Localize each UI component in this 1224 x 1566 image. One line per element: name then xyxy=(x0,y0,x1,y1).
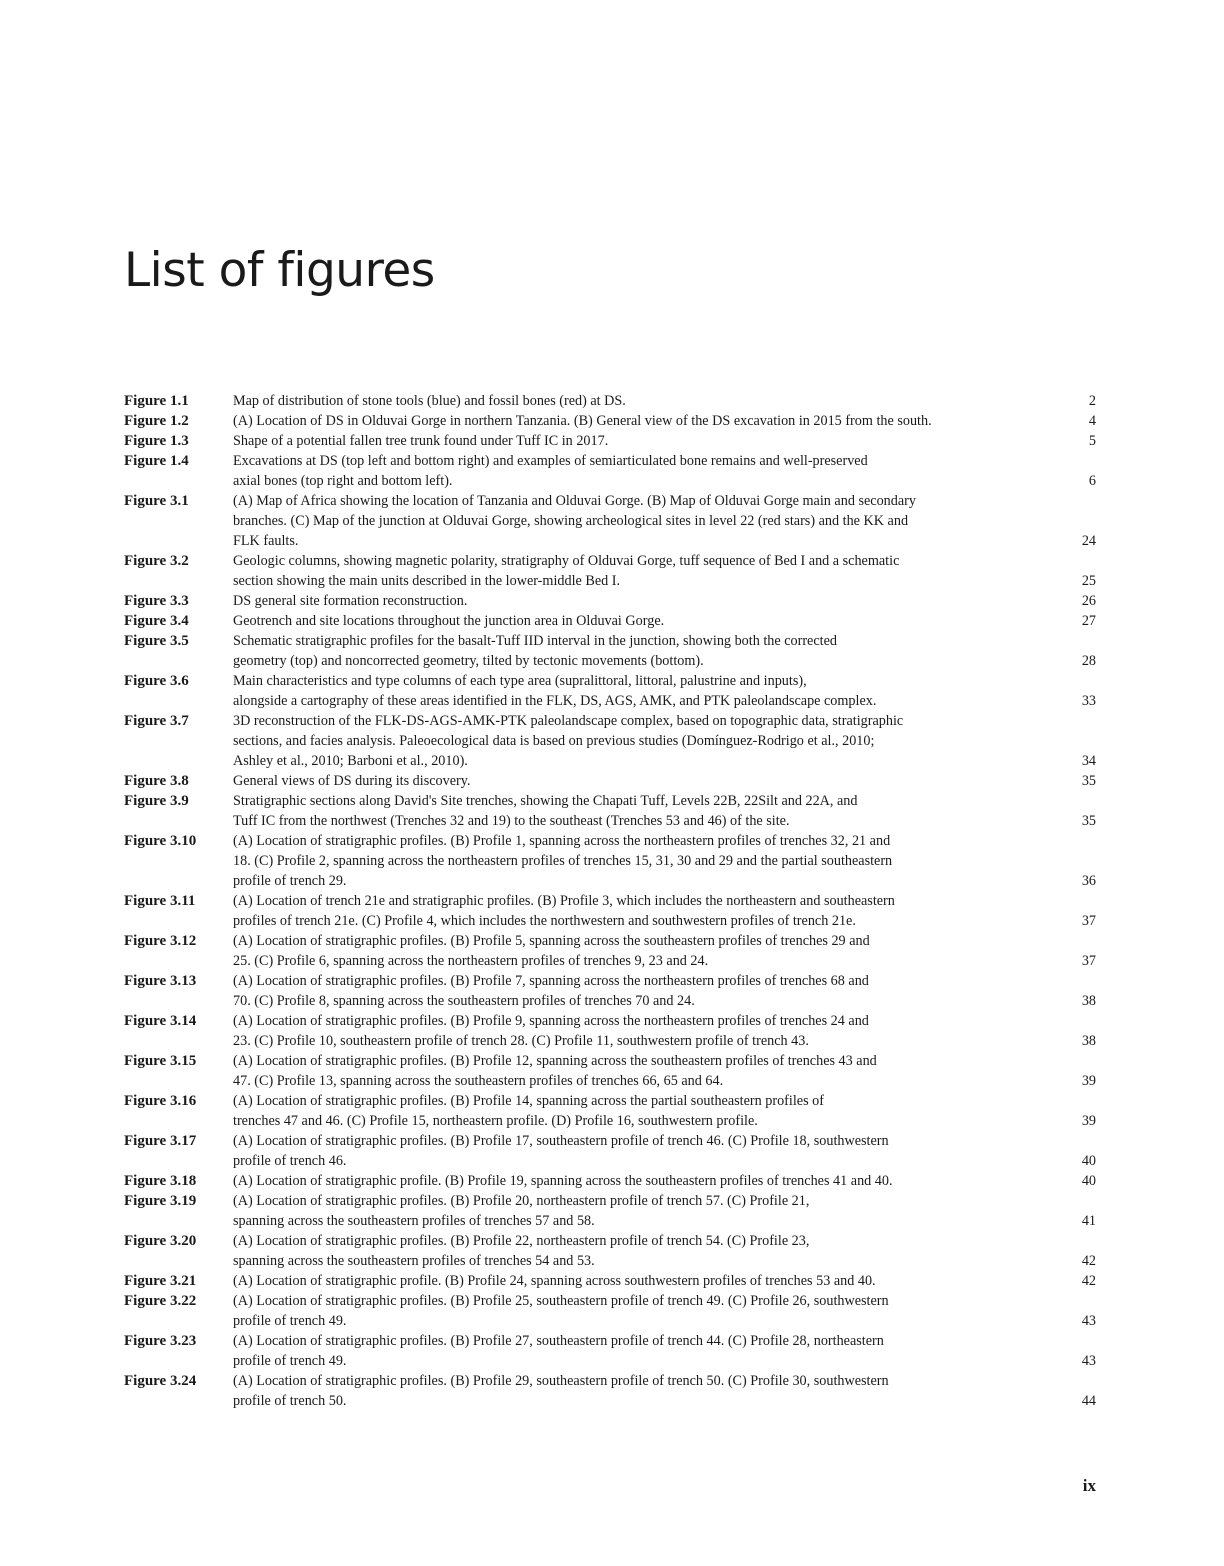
page-ref: 40 xyxy=(1081,1173,1096,1189)
figure-entry xyxy=(124,1011,1096,1051)
figure-caption xyxy=(233,1171,1053,1191)
figure-label: Figure 3.11 xyxy=(124,893,196,909)
figure-label: Figure 1.3 xyxy=(124,433,189,449)
caption-line: (A) Location of stratigraphic profiles. (B) Profile 12, spanning across the southeastern profiles of trenches 43 and xyxy=(233,1053,877,1069)
figure-caption xyxy=(233,611,1053,631)
figure-label: Figure 3.14 xyxy=(124,1013,197,1029)
caption-line: profile of trench 50. xyxy=(233,1393,347,1409)
figure-caption xyxy=(233,891,1053,931)
page-ref: 4 xyxy=(1088,413,1096,429)
figure-label: Figure 3.13 xyxy=(124,973,197,989)
figure-page-number xyxy=(1053,931,1096,971)
figure-label: Figure 3.3 xyxy=(124,593,189,609)
caption-line: sections, and facies analysis. Paleoecological data is based on previous studies (Domínguez-Rodrigo et al., 2010; xyxy=(233,733,875,749)
caption-line: Main characteristics and type columns of each type area (supralittoral, littoral, palustrine and inputs), xyxy=(233,673,807,689)
caption-line: (A) Location of stratigraphic profiles. (B) Profile 17, southeastern profile of trench 46. (C) Profile 18, southwestern xyxy=(233,1133,889,1149)
figure-entry xyxy=(124,1231,1096,1271)
figure-page-number xyxy=(1053,971,1096,1011)
page-ref: 41 xyxy=(1081,1213,1096,1229)
page-ref: 33 xyxy=(1081,693,1096,709)
figure-page-number xyxy=(1053,1091,1096,1131)
caption-line: alongside a cartography of these areas identified in the FLK, DS, AGS, AMK, and PTK paleolandscape complex. xyxy=(233,693,877,709)
figure-page-number xyxy=(1053,831,1096,891)
figure-caption xyxy=(233,711,1053,771)
page-ref: 39 xyxy=(1081,1113,1096,1129)
caption-line: Map of distribution of stone tools (blue) and fossil bones (red) at DS. xyxy=(233,393,626,409)
figure-page-number xyxy=(1053,1231,1096,1271)
caption-line: geometry (top) and noncorrected geometry, tilted by tectonic movements (bottom). xyxy=(233,653,704,669)
figure-entry xyxy=(124,1091,1096,1131)
figure-entry xyxy=(124,831,1096,891)
figure-caption xyxy=(233,411,1053,431)
figure-caption xyxy=(233,591,1053,611)
page-ref: 39 xyxy=(1081,1073,1096,1089)
caption-line: Geologic columns, showing magnetic polarity, stratigraphy of Olduvai Gorge, tuff sequence of Bed I and a schematic xyxy=(233,553,900,569)
figure-label: Figure 3.8 xyxy=(124,773,189,789)
figure-list xyxy=(124,391,1096,1411)
figure-page-number xyxy=(1053,491,1096,551)
figure-entry xyxy=(124,1271,1096,1291)
page-ref: 37 xyxy=(1081,953,1096,969)
page-title: List of figures xyxy=(124,243,435,298)
caption-line: Stratigraphic sections along David's Site trenches, showing the Chapati Tuff, Levels 22B, 22Silt and 22A, and xyxy=(233,793,858,809)
figure-page-number xyxy=(1053,711,1096,771)
figure-entry xyxy=(124,891,1096,931)
figure-caption xyxy=(233,1231,1053,1271)
figure-label: Figure 3.12 xyxy=(124,933,197,949)
caption-line: (A) Location of trench 21e and stratigraphic profiles. (B) Profile 3, which includes the northeastern and southeastern xyxy=(233,893,895,909)
figure-label: Figure 3.19 xyxy=(124,1193,197,1209)
caption-line: Ashley et al., 2010; Barboni et al., 2010). xyxy=(233,753,468,769)
figure-entry xyxy=(124,491,1096,551)
caption-line: (A) Location of stratigraphic profiles. (B) Profile 14, spanning across the partial southeastern profiles of xyxy=(233,1093,824,1109)
figure-page-number xyxy=(1053,671,1096,711)
figure-page-number xyxy=(1053,1291,1096,1331)
page-ref: 42 xyxy=(1081,1273,1096,1289)
figure-caption xyxy=(233,971,1053,1011)
caption-line: (A) Location of stratigraphic profiles. (B) Profile 29, southeastern profile of trench 50. (C) Profile 30, southwestern xyxy=(233,1373,889,1389)
caption-line: (A) Location of stratigraphic profiles. (B) Profile 27, southeastern profile of trench 44. (C) Profile 28, northeastern xyxy=(233,1333,884,1349)
caption-line: (A) Location of stratigraphic profiles. (B) Profile 20, northeastern profile of trench 57. (C) Profile 21, xyxy=(233,1193,810,1209)
page-ref: 40 xyxy=(1081,1153,1096,1169)
caption-line: (A) Location of stratigraphic profiles. (B) Profile 7, spanning across the northeastern profiles of trenches 68 and xyxy=(233,973,869,989)
page-ref: 25 xyxy=(1081,573,1096,589)
figure-page-number xyxy=(1053,1331,1096,1371)
figure-entry xyxy=(124,671,1096,711)
figure-caption xyxy=(233,1271,1053,1291)
figure-label: Figure 3.7 xyxy=(124,713,189,729)
caption-line: Schematic stratigraphic profiles for the basalt-Tuff IID interval in the junction, showing both the corrected xyxy=(233,633,837,649)
figure-page-number xyxy=(1053,1171,1096,1191)
figure-label: Figure 1.4 xyxy=(124,453,189,469)
caption-line: spanning across the southeastern profiles of trenches 57 and 58. xyxy=(233,1213,595,1229)
figure-page-number xyxy=(1053,431,1096,451)
figure-caption xyxy=(233,1331,1053,1371)
page-ref: 28 xyxy=(1081,653,1096,669)
figure-page-number xyxy=(1053,1051,1096,1091)
figure-entry xyxy=(124,1131,1096,1171)
page-ref: 35 xyxy=(1081,773,1096,789)
figure-caption xyxy=(233,1091,1053,1131)
caption-line: profile of trench 29. xyxy=(233,873,347,889)
figure-caption xyxy=(233,1191,1053,1231)
figure-label: Figure 1.1 xyxy=(124,393,189,409)
figure-label: Figure 1.2 xyxy=(124,413,189,429)
page-ref: 38 xyxy=(1081,993,1096,1009)
figure-caption xyxy=(233,1011,1053,1051)
figure-entry xyxy=(124,771,1096,791)
figure-caption xyxy=(233,1371,1053,1411)
caption-line: 25. (C) Profile 6, spanning across the northeastern profiles of trenches 9, 23 and 24. xyxy=(233,953,709,969)
page-ref: 42 xyxy=(1081,1253,1096,1269)
page-ref: 35 xyxy=(1081,813,1096,829)
caption-line: (A) Location of stratigraphic profiles. (B) Profile 9, spanning across the northeastern profiles of trenches 24 and xyxy=(233,1013,869,1029)
caption-line: profile of trench 46. xyxy=(233,1153,347,1169)
figure-label: Figure 3.17 xyxy=(124,1133,197,1149)
caption-line: (A) Location of stratigraphic profile. (B) Profile 24, spanning across southwestern profiles of trenches 53 and 40. xyxy=(233,1273,876,1289)
figure-label: Figure 3.15 xyxy=(124,1053,197,1069)
figure-page-number xyxy=(1053,391,1096,411)
caption-line: Tuff IC from the northwest (Trenches 32 and 19) to the southeast (Trenches 53 and 46) of the site. xyxy=(233,813,790,829)
page-ref: 38 xyxy=(1081,1033,1096,1049)
caption-line: (A) Location of stratigraphic profiles. (B) Profile 5, spanning across the southeastern profiles of trenches 29 and xyxy=(233,933,870,949)
figure-label: Figure 3.1 xyxy=(124,493,189,509)
figure-entry xyxy=(124,591,1096,611)
page-ref: 43 xyxy=(1081,1313,1096,1329)
figure-page-number xyxy=(1053,411,1096,431)
caption-line: 3D reconstruction of the FLK-DS-AGS-AMK-PTK paleolandscape complex, based on topographic data, stratigraphic xyxy=(233,713,904,729)
caption-line: section showing the main units described in the lower-middle Bed I. xyxy=(233,573,621,589)
page-ref: 5 xyxy=(1088,433,1096,449)
figure-page-number xyxy=(1053,1131,1096,1171)
figure-label: Figure 3.6 xyxy=(124,673,189,689)
caption-line: 18. (C) Profile 2, spanning across the northeastern profiles of trenches 15, 31, 30 and 29 and the partial southeastern xyxy=(233,853,893,869)
figure-caption xyxy=(233,1051,1053,1091)
figure-label: Figure 3.4 xyxy=(124,613,189,629)
page-number: ix xyxy=(1082,1476,1096,1495)
figure-entry xyxy=(124,1051,1096,1091)
figure-caption xyxy=(233,491,1053,551)
figure-entry xyxy=(124,1171,1096,1191)
caption-line: 23. (C) Profile 10, southeastern profile of trench 28. (C) Profile 11, southwestern profile of trench 43. xyxy=(233,1033,809,1049)
figure-label: Figure 3.18 xyxy=(124,1173,197,1189)
caption-line: 47. (C) Profile 13, spanning across the southeastern profiles of trenches 66, 65 and 64. xyxy=(233,1073,724,1089)
caption-line: Excavations at DS (top left and bottom right) and examples of semiarticulated bone remains and well-preserved xyxy=(233,453,868,469)
figure-label: Figure 3.9 xyxy=(124,793,189,809)
figure-page-number xyxy=(1053,791,1096,831)
figure-caption xyxy=(233,831,1053,891)
page-ref: 37 xyxy=(1081,913,1096,929)
figure-page-number xyxy=(1053,771,1096,791)
figure-label: Figure 3.21 xyxy=(124,1273,197,1289)
figure-label: Figure 3.23 xyxy=(124,1333,197,1349)
figure-label: Figure 3.22 xyxy=(124,1293,197,1309)
figure-entry xyxy=(124,1191,1096,1231)
page-ref: 24 xyxy=(1081,533,1096,549)
page-ref: 36 xyxy=(1081,873,1096,889)
figure-entry xyxy=(124,711,1096,771)
caption-line: spanning across the southeastern profiles of trenches 54 and 53. xyxy=(233,1253,595,1269)
figure-entry xyxy=(124,551,1096,591)
figure-entry xyxy=(124,791,1096,831)
figure-entry xyxy=(124,611,1096,631)
figure-label: Figure 3.2 xyxy=(124,553,189,569)
figure-page-number xyxy=(1053,451,1096,491)
figure-label: Figure 3.20 xyxy=(124,1233,197,1249)
page-ref: 26 xyxy=(1081,593,1096,609)
figure-caption xyxy=(233,631,1053,671)
caption-line: Geotrench and site locations throughout the junction area in Olduvai Gorge. xyxy=(233,613,665,629)
figure-page-number xyxy=(1053,1371,1096,1411)
caption-line: FLK faults. xyxy=(233,533,299,549)
caption-line: 70. (C) Profile 8, spanning across the southeastern profiles of trenches 70 and 24. xyxy=(233,993,695,1009)
figure-caption xyxy=(233,391,1053,411)
caption-line: profile of trench 49. xyxy=(233,1353,347,1369)
page-ref: 43 xyxy=(1081,1353,1096,1369)
figure-page-number xyxy=(1053,631,1096,671)
figure-caption xyxy=(233,431,1053,451)
figure-page-number xyxy=(1053,1191,1096,1231)
figure-entry xyxy=(124,631,1096,671)
figure-page-number xyxy=(1053,1271,1096,1291)
caption-line: profiles of trench 21e. (C) Profile 4, which includes the northwestern and southwestern profiles of trench 21e. xyxy=(233,913,856,929)
caption-line: (A) Location of stratigraphic profiles. (B) Profile 1, spanning across the northeastern profiles of trenches 32, 21 and xyxy=(233,833,891,849)
figure-caption xyxy=(233,551,1053,591)
figure-entry xyxy=(124,931,1096,971)
figure-page-number xyxy=(1053,591,1096,611)
figure-page-number xyxy=(1053,551,1096,591)
figure-entry xyxy=(124,1291,1096,1331)
caption-line: (A) Location of stratigraphic profiles. (B) Profile 22, northeastern profile of trench 54. (C) Profile 23, xyxy=(233,1233,810,1249)
figure-entry xyxy=(124,411,1096,431)
figure-page-number xyxy=(1053,611,1096,631)
figure-entry xyxy=(124,1371,1096,1411)
figure-entry xyxy=(124,451,1096,491)
figure-caption xyxy=(233,1131,1053,1171)
figure-entry xyxy=(124,1331,1096,1371)
page-ref: 2 xyxy=(1088,393,1096,409)
caption-line: axial bones (top right and bottom left). xyxy=(233,473,453,489)
caption-line: (A) Map of Africa showing the location of Tanzania and Olduvai Gorge. (B) Map of Olduvai Gorge main and secondary xyxy=(233,493,916,509)
figure-caption xyxy=(233,931,1053,971)
figure-caption xyxy=(233,771,1053,791)
figure-entry xyxy=(124,971,1096,1011)
caption-line: (A) Location of stratigraphic profiles. (B) Profile 25, southeastern profile of trench 49. (C) Profile 26, southwestern xyxy=(233,1293,889,1309)
page-ref: 6 xyxy=(1088,473,1096,489)
caption-line: branches. (C) Map of the junction at Olduvai Gorge, showing archeological sites in level 22 (red stars) and the KK and xyxy=(233,513,909,529)
figure-page-number xyxy=(1053,1011,1096,1051)
figure-caption xyxy=(233,671,1053,711)
figure-caption xyxy=(233,791,1053,831)
figure-caption xyxy=(233,451,1053,491)
caption-line: General views of DS during its discovery. xyxy=(233,773,471,789)
page-ref: 34 xyxy=(1081,753,1096,769)
figure-label: Figure 3.16 xyxy=(124,1093,197,1109)
caption-line: trenches 47 and 46. (C) Profile 15, northeastern profile. (D) Profile 16, southwestern profile. xyxy=(233,1113,758,1129)
caption-line: profile of trench 49. xyxy=(233,1313,347,1329)
figure-label: Figure 3.10 xyxy=(124,833,197,849)
page-ref: 27 xyxy=(1081,613,1096,629)
figure-entry xyxy=(124,431,1096,451)
figure-entry xyxy=(124,391,1096,411)
caption-line: Shape of a potential fallen tree trunk found under Tuff IC in 2017. xyxy=(233,433,609,449)
caption-line: (A) Location of stratigraphic profile. (B) Profile 19, spanning across the southeastern profiles of trenches 41 and 40. xyxy=(233,1173,893,1189)
caption-line: DS general site formation reconstruction. xyxy=(233,593,468,609)
page-ref: 44 xyxy=(1081,1393,1096,1409)
figure-caption xyxy=(233,1291,1053,1331)
caption-line: (A) Location of DS in Olduvai Gorge in northern Tanzania. (B) General view of the DS excavation in 2015 from the south. xyxy=(233,413,932,429)
figure-label: Figure 3.5 xyxy=(124,633,189,649)
figure-label: Figure 3.24 xyxy=(124,1373,197,1389)
figure-page-number xyxy=(1053,891,1096,931)
